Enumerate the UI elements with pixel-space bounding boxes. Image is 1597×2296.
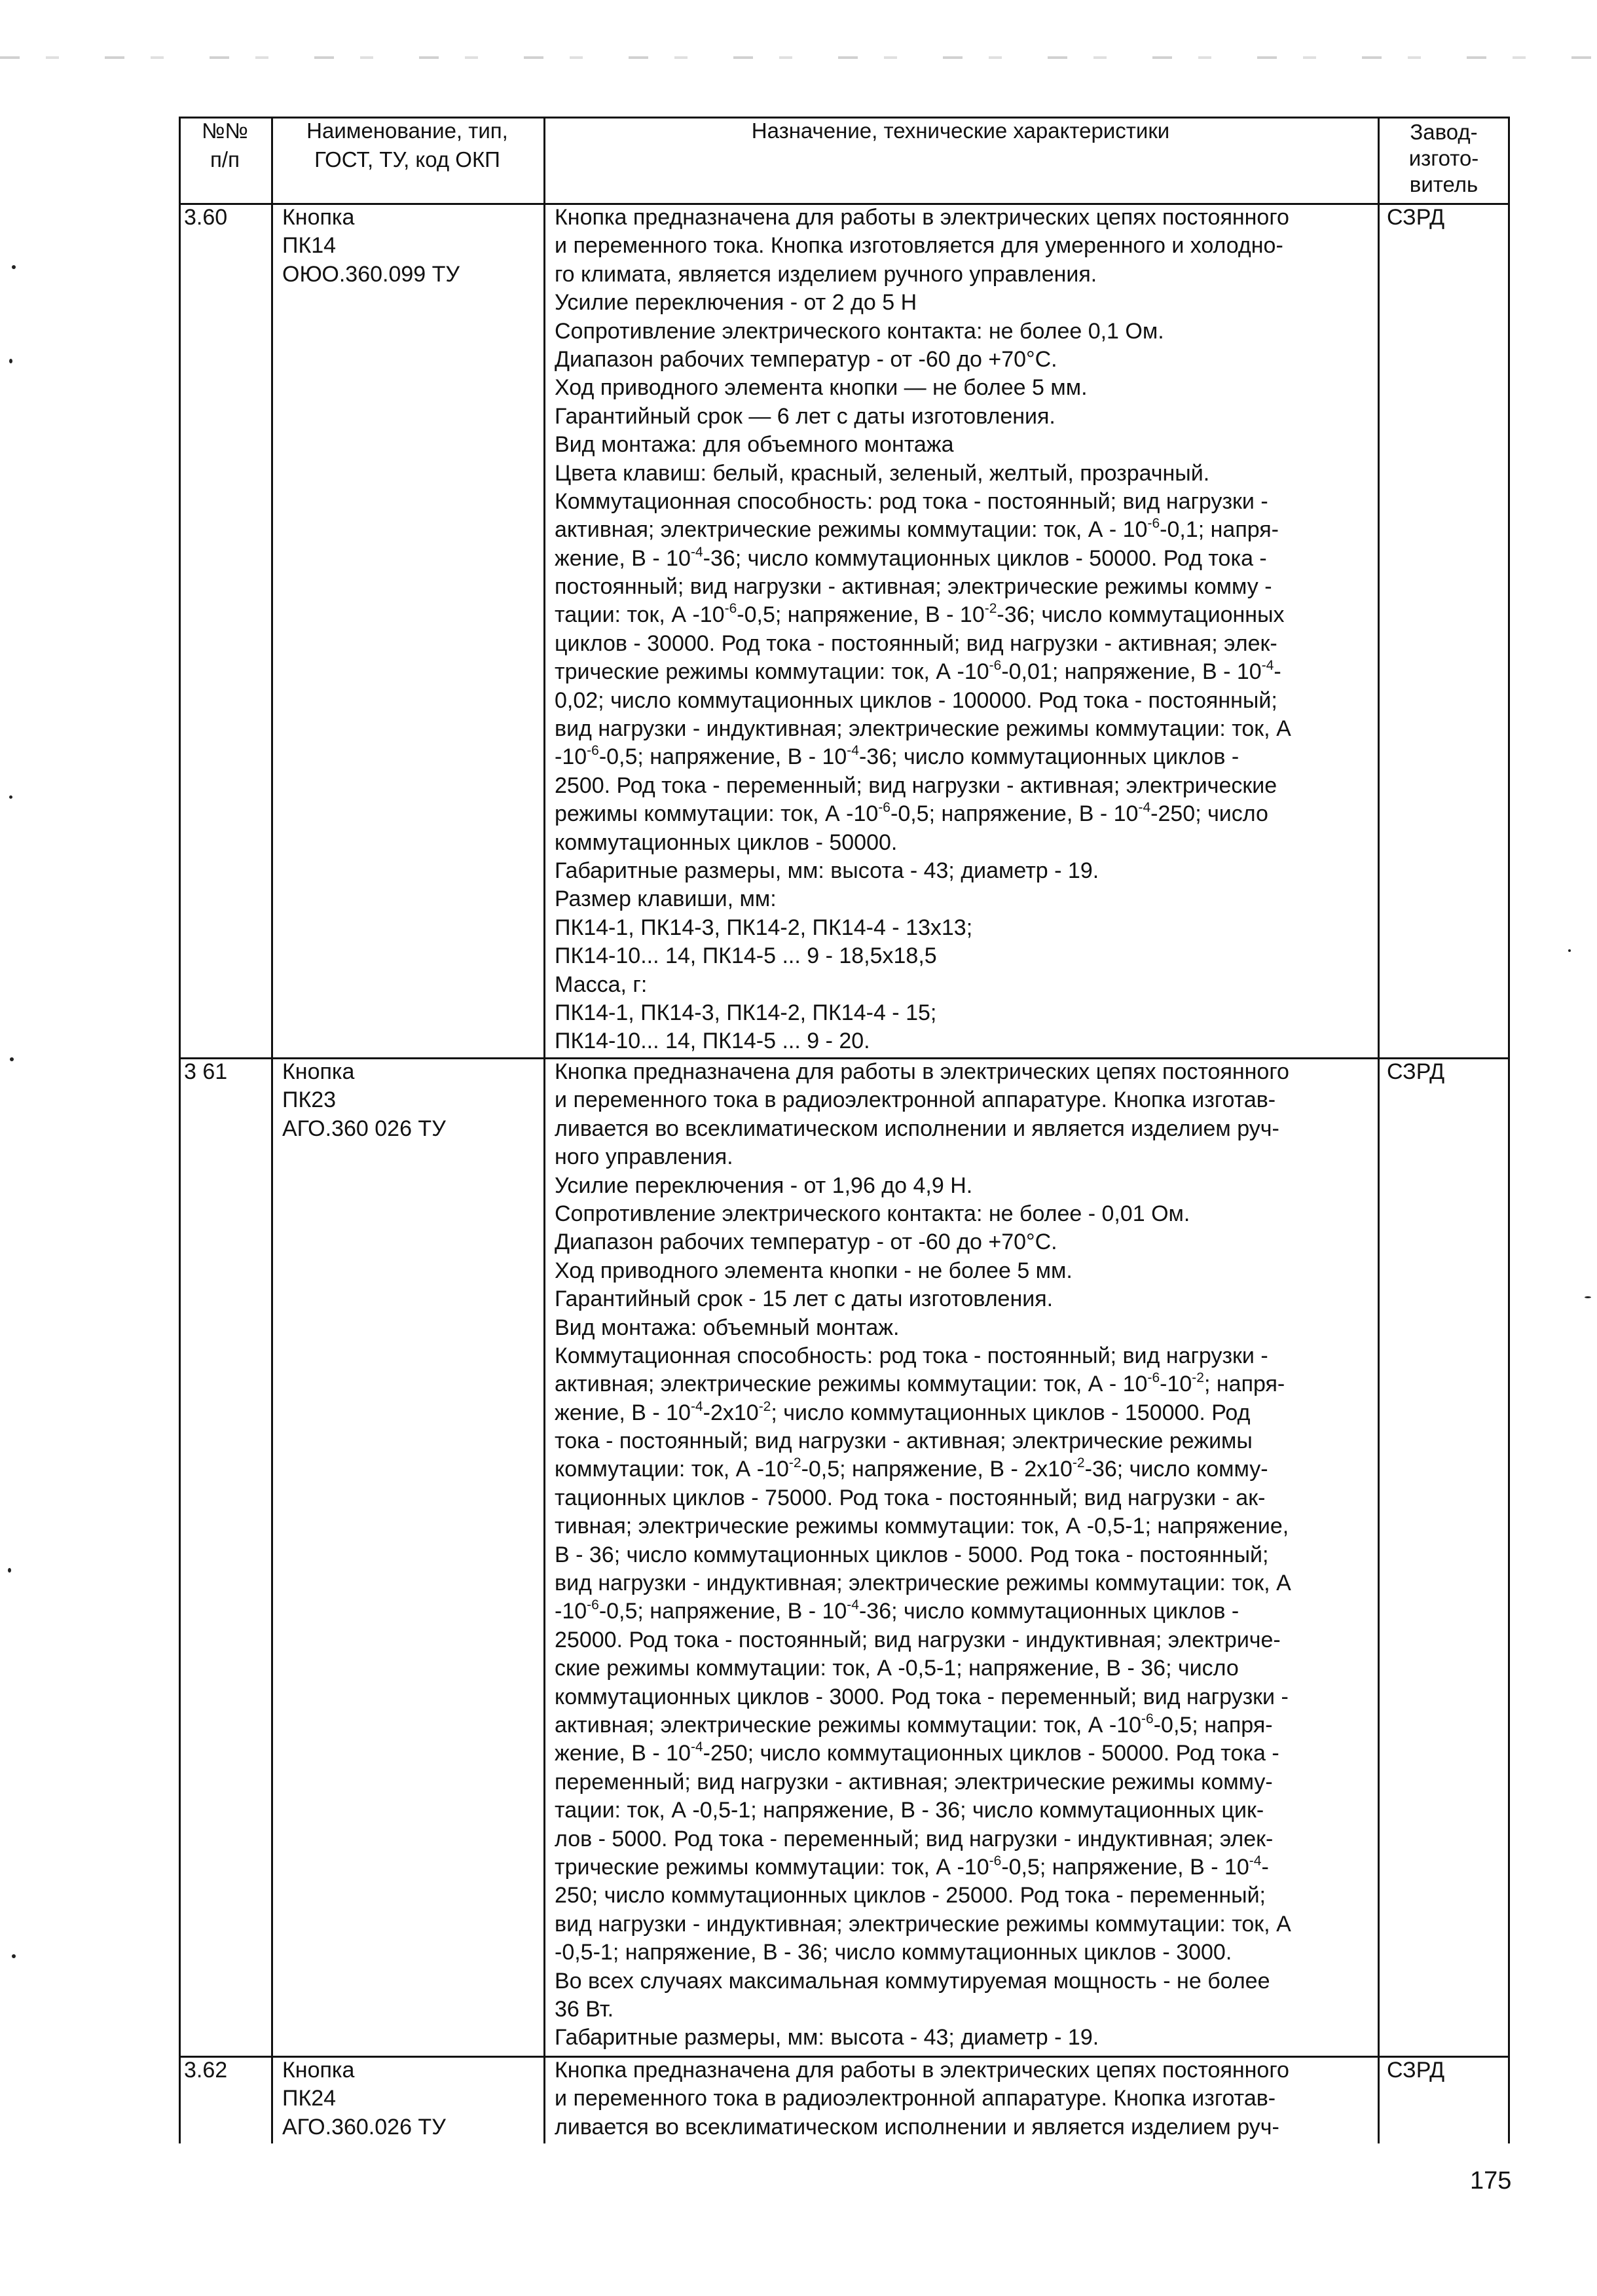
product-name: Кнопка ПК23 АГО.360 026 ТУ	[282, 1059, 446, 1141]
scan-speck	[9, 795, 12, 799]
description-line: $-10^{-6}-0,5$; напряжение, В - $10^{-4}-36$; число коммутационных циклов -	[555, 743, 1239, 770]
manufacturer: СЗРД	[1387, 1059, 1445, 1084]
description-line: тивная; электрические режимы коммутации: ток, А -0,5-1; напряжение,	[555, 1514, 1289, 1539]
description-line: активная; электрические режимы коммутации: ток, А - $10^{-6}-10^{-2}$; напря-	[555, 1370, 1285, 1397]
description-line: Вид монтажа: для объемного монтажа	[555, 432, 954, 458]
description-line: лов - 5000. Род тока - переменный; вид нагрузки - индуктивная; элек-	[555, 1826, 1274, 1851]
column-divider	[271, 117, 273, 2143]
description-line: вид нагрузки - индуктивная; электрические режимы коммутации: ток, А	[555, 1911, 1291, 1937]
scan-speck	[10, 1057, 14, 1061]
row-number: 3.62	[184, 2058, 228, 2083]
description-line: ПК14-10... 14, ПК14-5 ... 9 - 20.	[555, 1029, 870, 1054]
description-line: тации: ток, А -0,5-1; напряжение, В - 36; число коммутационных цик-	[555, 1798, 1264, 1823]
description-line: Диапазон рабочих температур - от -60 до +70°С.	[555, 346, 1057, 372]
description-line: 0,02; число коммутационных циклов - 100000. Род тока - постоянный;	[555, 687, 1277, 713]
column-divider	[543, 117, 545, 2143]
description-line: трические режимы коммутации: ток, А $-10^{-6}-0,5$; напряжение, В - $10^{-4}-$	[555, 1853, 1269, 1880]
scan-artifact-line	[0, 56, 1597, 59]
scan-speck	[8, 1568, 11, 1573]
description-line: тационных циклов - 75000. Род тока - постоянный; вид нагрузки - ак-	[555, 1485, 1266, 1510]
description-line: ПК14-1, ПК14-3, ПК14-2, ПК14-4 - 15;	[555, 1000, 937, 1025]
description-line: Сопротивление электрического контакта: не более - 0,01 Ом.	[555, 1201, 1190, 1226]
scan-speck	[12, 265, 16, 269]
description-line: Гарантийный срок — 6 лет с даты изготовления.	[555, 403, 1055, 429]
description-line: ские режимы коммутации: ток, А -0,5-1; напряжение, В - 36; число	[555, 1656, 1239, 1681]
description-line: ПК14-1, ПК14-3, ПК14-2, ПК14-4 - 13х13;	[555, 915, 973, 940]
description-line: тока - постоянный; вид нагрузки - активная; электрические режимы	[555, 1429, 1253, 1454]
manufacturer: СЗРД	[1387, 2058, 1445, 2083]
header-name: Наименование, тип, ГОСТ, ТУ, код ОКП	[306, 118, 508, 172]
description-line: Во всех случаях максимальная коммутируемая мощность - не более	[555, 1968, 1270, 1994]
description-line: коммутационных циклов - 50000.	[555, 829, 898, 855]
description-line: жение, В - $10^{-4}-2х10^{-2}$; число коммутационных циклов - 150000. Род	[555, 1398, 1251, 1425]
description-line: Усилие переключения - от 2 до 5 Н	[555, 290, 917, 316]
scan-speck	[1568, 949, 1571, 952]
description-line: постоянный; вид нагрузки - активная; электрические режимы комму -	[555, 574, 1272, 600]
description-line: переменный; вид нагрузки - активная; электрические режимы комму-	[555, 1769, 1273, 1795]
header-plant: Завод- изгото- витель	[1408, 120, 1479, 196]
description-line: Габаритные размеры, мм: высота - 43; диаметр - 19.	[555, 858, 1099, 883]
description-line: активная; электрические режимы коммутации: ток, А - $10^{-6}-0,1$; напря-	[555, 516, 1279, 543]
description-line: тации: ток, А $-10^{-6}-0,5$; напряжение, В - $10^{-2}-36$; число коммутационных	[555, 601, 1285, 628]
description-line: 2500. Род тока - переменный; вид нагрузки - активная; электрические	[555, 773, 1277, 798]
row-number: 3.60	[184, 205, 228, 230]
description-line: Размер клавиши, мм:	[555, 886, 777, 912]
description-line: Масса, г:	[555, 972, 648, 997]
description-line: и переменного тока. Кнопка изготовляется для умеренного и холодно-	[555, 233, 1283, 259]
description-line: жение, В - $10^{-4}-36$; число коммутационных циклов - 50000. Род тока -	[555, 544, 1267, 571]
manufacturer: СЗРД	[1387, 205, 1445, 230]
description-line: Коммутационная способность: род тока - постоянный; вид нагрузки -	[555, 488, 1268, 514]
description-line: Диапазон рабочих температур - от -60 до +70°С.	[555, 1230, 1057, 1255]
description-line: вид нагрузки - индуктивная; электрические режимы коммутации: ток, А	[555, 1571, 1291, 1596]
description-line: ливается во всеклиматическом исполнении и является изделием руч-	[555, 2114, 1279, 2140]
description-line: В - 36; число коммутационных циклов - 5000. Род тока - постоянный;	[555, 1542, 1269, 1567]
description-line: $-10^{-6}-0,5$; напряжение, В - $10^{-4}-36$; число коммутационных циклов -	[555, 1597, 1239, 1624]
description-line: Цвета клавиш: белый, красный, зеленый, желтый, прозрачный.	[555, 460, 1210, 486]
scan-speck	[1585, 1296, 1591, 1298]
description-line: ливается во всеклиматическом исполнении и является изделием руч-	[555, 1116, 1279, 1141]
header-num: №№ п/п	[202, 118, 248, 172]
description-line: ного управления.	[555, 1144, 733, 1170]
description-line: Сопротивление электрического контакта: не более 0,1 Ом.	[555, 318, 1164, 344]
product-name: Кнопка ПК14 ОЮО.360.099 ТУ	[282, 205, 460, 287]
description-line: Вид монтажа: объемный монтаж.	[555, 1315, 900, 1340]
description-line: циклов - 30000. Род тока - постоянный; вид нагрузки - активная; элек-	[555, 630, 1277, 656]
description-line: вид нагрузки - индуктивная; электрические режимы коммутации: ток, А	[555, 716, 1291, 742]
description-line: жение, В - $10^{-4}-250$; число коммутационных циклов - 50000. Род тока -	[555, 1740, 1279, 1766]
header-desc: Назначение, технические характеристики	[751, 118, 1170, 143]
product-description	[555, 1058, 1543, 2052]
description-line: Кнопка предназначена для работы в электрических цепях постоянного	[555, 1059, 1289, 1084]
description-line: трические режимы коммутации: ток, А $-10^{-6}-0,01$; напряжение, В - $10^{-4}-$	[555, 658, 1281, 685]
description-line: и переменного тока в радиоэлектронной аппаратуре. Кнопка изготав-	[555, 2086, 1276, 2111]
page-number: 175	[1470, 2167, 1512, 2195]
description-line: Ход приводного элемента кнопки - не более 5 мм.	[555, 1258, 1073, 1283]
description-line: коммутационных циклов - 3000. Род тока - переменный; вид нагрузки -	[555, 1684, 1289, 1709]
description-line: Гарантийный срок - 15 лет с даты изготовления.	[555, 1286, 1054, 1312]
scan-speck	[9, 359, 12, 363]
product-name: Кнопка ПК24 АГО.360.026 ТУ	[282, 2058, 446, 2140]
product-description	[555, 204, 1543, 1056]
description-line: ПК14-10... 14, ПК14-5 ... 9 - 18,5х18,5	[555, 943, 937, 969]
description-line: активная; электрические режимы коммутации: ток, А $-10^{-6}-0,5$; напря-	[555, 1711, 1273, 1738]
description-line: 250; число коммутационных циклов - 25000. Род тока - переменный;	[555, 1883, 1266, 1908]
description-line: Коммутационная способность: род тока - постоянный; вид нагрузки -	[555, 1343, 1268, 1368]
scan-speck	[12, 1954, 16, 1958]
description-line: Кнопка предназначена для работы в электрических цепях постоянного	[555, 205, 1289, 230]
description-line: Ход приводного элемента кнопки — не более 5 мм.	[555, 375, 1088, 401]
description-line: го климата, является изделием ручного управления.	[555, 261, 1097, 287]
row-number: 3 61	[184, 1059, 228, 1084]
description-line: 36 Вт.	[555, 1996, 614, 2022]
description-line: Габаритные размеры, мм: высота - 43; диаметр - 19.	[555, 2025, 1099, 2050]
description-line: коммутации: ток, А $-10^{-2}-0,5$; напряжение, В - $2х10^{-2}-36$; число комму-	[555, 1455, 1268, 1482]
description-line: -0,5-1; напряжение, В - 36; число коммутационных циклов - 3000.	[555, 1940, 1232, 1965]
description-line: 25000. Род тока - постоянный; вид нагрузки - индуктивная; электриче-	[555, 1627, 1281, 1652]
description-line: Кнопка предназначена для работы в электрических цепях постоянного	[555, 2058, 1289, 2083]
description-line: Усилие переключения - от 1,96 до 4,9 Н.	[555, 1173, 973, 1198]
description-line: режимы коммутации: ток, А $-10^{-6}-0,5$; напряжение, В - $10^{-4}-250$; число	[555, 800, 1268, 827]
description-line: и переменного тока в радиоэлектронной аппаратуре. Кнопка изготав-	[555, 1087, 1276, 1113]
